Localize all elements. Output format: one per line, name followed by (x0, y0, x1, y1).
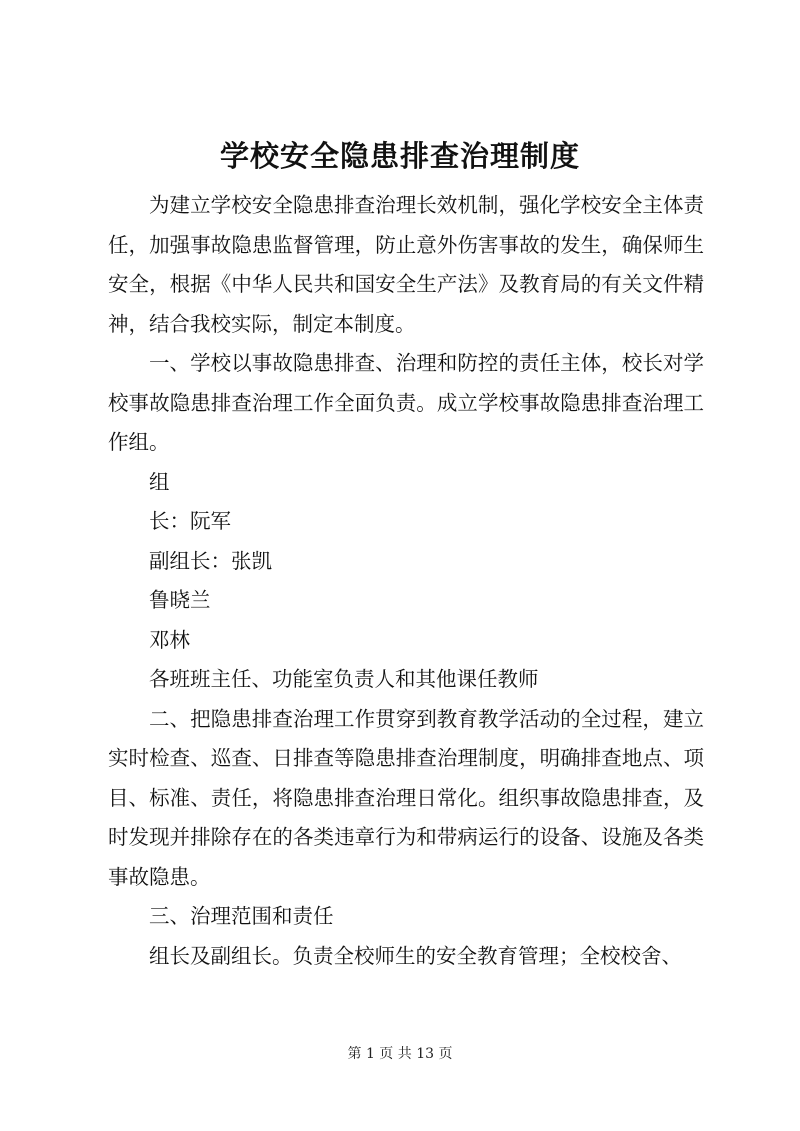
paragraph-section-1: 一、学校以事故隐患排查、治理和防控的责任主体，校长对学校事故隐患排查治理工作全面负责。成立学校事故隐患排查治理工作组。 (108, 351, 704, 454)
paragraph-section-2: 二、把隐患排查治理工作贯穿到教育教学活动的全过程，建立实时检查、巡查、日排查等隐患排查治理制度，明确排查地点、项目、标准、责任，将隐患排查治理日常化。组织事故隐患排查，及时发现并排除存在的各类违章行为和带病运行的设备、设施及各类事故隐患。 (108, 706, 704, 889)
paragraph-group-label: 组 (149, 469, 170, 494)
page-footer: 第 1 页 共 13 页 (347, 1046, 453, 1062)
document-title: 学校安全隐患排查治理制度 (219, 139, 580, 173)
paragraph-members-teachers: 各班班主任、功能室负责人和其他课任教师 (149, 667, 539, 691)
paragraph-intro: 为建立学校安全隐患排查治理长效机制，强化学校安全主体责任，加强事故隐患监督管理，防止意外伤害事故的发生，确保师生安全，根据《中华人民共和国安全生产法》及教育局的有关文件精神，结合我校实际，制定本制度。 (108, 193, 704, 336)
paragraph-deputy-leader: 副组长：张凯 (149, 548, 272, 573)
paragraph-section-3-heading: 三、治理范围和责任 (149, 904, 334, 928)
paragraph-group-leader: 长：阮军 (149, 509, 231, 533)
document-body (108, 186, 704, 976)
paragraph-member-lu: 鲁晓兰 (149, 588, 211, 612)
paragraph-section-3-text: 组长及副组长。负责全校师生的安全教育管理；全校校舍、 (149, 943, 682, 968)
paragraph-member-deng: 邓林 (149, 627, 190, 652)
